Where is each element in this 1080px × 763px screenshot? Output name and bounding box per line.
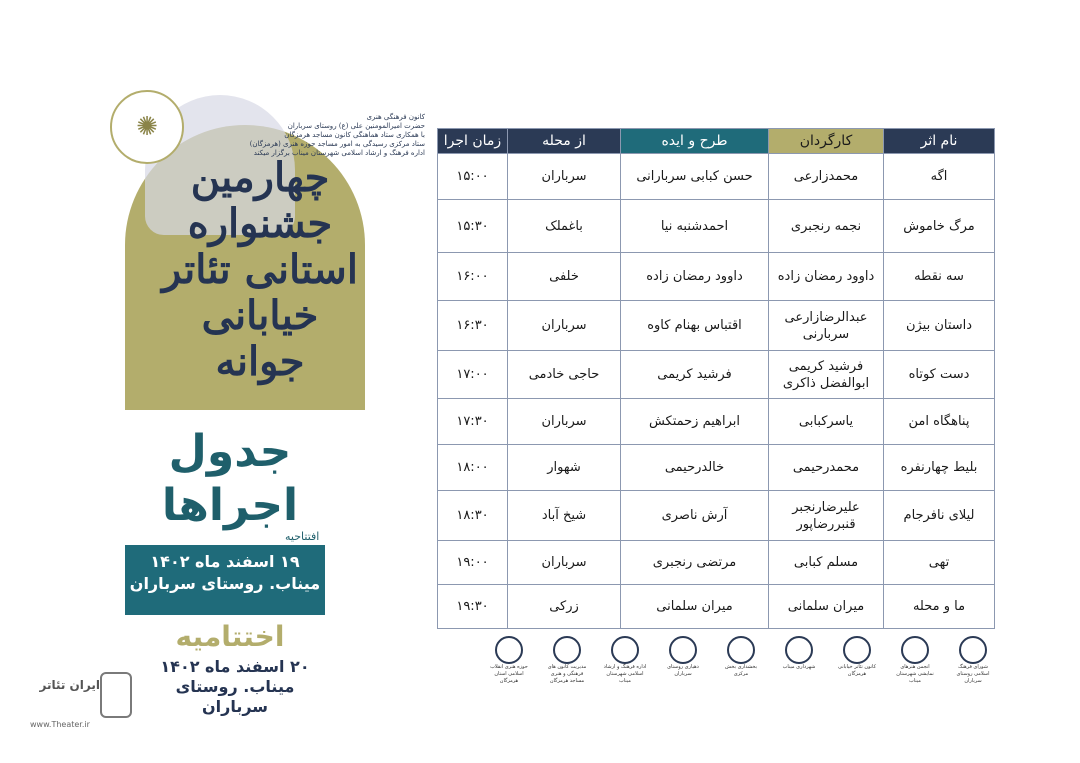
cell-neighborhood: سرباران: [508, 301, 621, 351]
sponsor-emblem-icon: [495, 636, 523, 664]
cell-time: ۱۷:۰۰: [438, 351, 508, 399]
table-row: [438, 399, 995, 445]
cell-neighborhood: حاجی خادمی: [508, 351, 621, 399]
sponsor-emblem-icon: [727, 636, 755, 664]
table-row: [438, 541, 995, 585]
festival-title-line: خیابانی: [201, 292, 319, 339]
sponsor-emblem-icon: [901, 636, 929, 664]
cell-director: فرشید کریمی ابوالفضل ذاکری: [769, 351, 884, 399]
iran-theater-watermark: [30, 668, 140, 738]
sponsor-name: شورای فرهنگ اسلامی روستای سرباران: [956, 664, 990, 684]
table-row: [438, 301, 995, 351]
closing-place: میناب. روستای سرباران: [175, 677, 295, 716]
festival-title-line: جوانه: [215, 338, 305, 385]
cell-time: ۱۵:۳۰: [438, 200, 508, 253]
cell-idea: مرتضی رنجبری: [621, 541, 769, 585]
cell-neighborhood: باغملک: [508, 200, 621, 253]
cell-title: لیلای نافرجام: [884, 491, 995, 541]
sponsor-logo: [487, 636, 531, 686]
sponsor-logos: [485, 636, 995, 686]
header-idea: طرح و ایده: [621, 129, 769, 154]
header-neighborhood: از محله: [508, 129, 621, 154]
intro-line: ستاد مرکزی رسیدگی به امور مساجد حوزه هنری (هرمزگان): [249, 140, 425, 148]
sponsor-name: حوزه هنری انقلاب اسلامی استان هرمزگان: [490, 664, 528, 684]
opening-label: افتتاحیه: [285, 530, 320, 543]
cell-neighborhood: زرکی: [508, 585, 621, 629]
festival-title-line: چهارمین: [190, 154, 330, 201]
cell-title: دست کوتاه: [884, 351, 995, 399]
sponsor-name: دهیاری روستای سرباران: [667, 664, 699, 677]
cell-time: ۱۶:۳۰: [438, 301, 508, 351]
sponsor-logo: [661, 636, 705, 686]
cell-idea: آرش ناصری: [621, 491, 769, 541]
cell-title: بلیط چهارنفره: [884, 445, 995, 491]
cell-director: مسلم کبابی: [769, 541, 884, 585]
cell-neighborhood: سرباران: [508, 154, 621, 200]
schedule-title-line: اجراها: [161, 480, 299, 531]
sponsor-logo: [777, 636, 821, 686]
cell-idea: حسن کبابی سربارانی: [621, 154, 769, 200]
sponsor-logo: [603, 636, 647, 686]
watermark-url: www.Theater.ir: [30, 720, 90, 729]
sponsor-logo: [893, 636, 937, 686]
table-row: [438, 200, 995, 253]
cell-title: مرگ خاموش: [884, 200, 995, 253]
cell-idea: فرشید کریمی: [621, 351, 769, 399]
sponsor-emblem-icon: [553, 636, 581, 664]
sponsor-emblem-icon: [669, 636, 697, 664]
cell-neighborhood: خلفی: [508, 253, 621, 301]
cell-director: میران سلمانی: [769, 585, 884, 629]
sponsor-emblem-icon: [843, 636, 871, 664]
cell-title: تهی: [884, 541, 995, 585]
cell-idea: ابراهیم زحمتکش: [621, 399, 769, 445]
festival-poster: [100, 85, 430, 716]
cell-time: ۱۷:۳۰: [438, 399, 508, 445]
opening-date: ۱۹ اسفند ماه ۱۴۰۲: [150, 552, 300, 571]
table-row: [438, 351, 995, 399]
sponsor-name: کانون تئاتر خیابانی هرمزگان: [838, 664, 876, 677]
festival-title-line: استانی تئاتر: [162, 246, 358, 293]
cell-idea: اقتباس بهنام کاوه: [621, 301, 769, 351]
header-time: زمان اجرا: [438, 129, 508, 154]
sponsor-name: انجمن هنرهای نمایشی شهرستان میناب: [896, 664, 934, 684]
cell-neighborhood: شیخ آباد: [508, 491, 621, 541]
table-row: [438, 154, 995, 200]
opening-box: [125, 545, 325, 615]
table-row: [438, 491, 995, 541]
sponsor-name: شهرداری میناب: [782, 664, 816, 670]
sponsor-emblem-icon: [785, 636, 813, 664]
poster-intro: [200, 113, 425, 158]
sponsor-emblem-icon: [959, 636, 987, 664]
cell-title: سه نقطه: [884, 253, 995, 301]
sponsor-name: اداره فرهنگ و ارشاد اسلامی شهرستان میناب: [603, 664, 647, 684]
header-director: کارگردان: [769, 129, 884, 154]
cell-title: داستان بیژن: [884, 301, 995, 351]
table-row: [438, 445, 995, 491]
sponsor-logo: [951, 636, 995, 686]
schedule-table: [437, 128, 995, 629]
intro-line: کانون فرهنگی هنری: [366, 113, 425, 121]
intro-line: اداره فرهنگ و ارشاد اسلامی شهرستان میناب برگزار میکند: [253, 149, 425, 157]
closing-label: اختتامیه: [175, 620, 285, 653]
cell-director: محمدزارعی: [769, 154, 884, 200]
cell-idea: خالدرحیمی: [621, 445, 769, 491]
cell-idea: احمدشنبه نیا: [621, 200, 769, 253]
cell-director: علیرضارنجبر قنبررضاپور: [769, 491, 884, 541]
sponsor-logo: [545, 636, 589, 686]
cell-director: داوود رمضان زاده: [769, 253, 884, 301]
cell-director: محمدرحیمی: [769, 445, 884, 491]
cell-director: نجمه رنجبری: [769, 200, 884, 253]
intro-line: با همکاری ستاد هماهنگی کانون مساجد هرمزگان: [284, 131, 425, 139]
sponsor-logo: [719, 636, 763, 686]
iran-theater-logo-icon: [100, 672, 132, 718]
opening-place: میناب. روستای سرباران: [129, 574, 321, 593]
cell-time: ۱۹:۰۰: [438, 541, 508, 585]
table-row: [438, 253, 995, 301]
cell-time: ۱۸:۰۰: [438, 445, 508, 491]
cell-time: ۱۶:۰۰: [438, 253, 508, 301]
festival-title: [110, 155, 410, 385]
cell-director: عبدالرضازارعی سربارنی: [769, 301, 884, 351]
cell-neighborhood: شهوار: [508, 445, 621, 491]
cell-neighborhood: سرباران: [508, 541, 621, 585]
sponsor-name: بخشداری بخش مرکزی: [724, 664, 757, 677]
cell-title: اگه: [884, 154, 995, 200]
schedule-title-line: جدول: [168, 426, 292, 477]
table-header-row: [438, 129, 995, 154]
cell-time: ۱۹:۳۰: [438, 585, 508, 629]
watermark-name: ایران تئاتر: [39, 678, 100, 692]
sponsor-logo: [835, 636, 879, 686]
schedule-table-wrapper: [437, 128, 994, 629]
sponsor-emblem-icon: [611, 636, 639, 664]
festival-title-line: جشنواره: [187, 200, 333, 247]
cell-neighborhood: سرباران: [508, 399, 621, 445]
cell-title: ما و محله: [884, 585, 995, 629]
cell-time: ۱۸:۳۰: [438, 491, 508, 541]
festival-logo-icon: ✺: [110, 90, 184, 164]
cell-time: ۱۵:۰۰: [438, 154, 508, 200]
cell-idea: داوود رمضان زاده: [621, 253, 769, 301]
table-row: [438, 585, 995, 629]
header-title: نام اثر: [884, 129, 995, 154]
intro-line: حضرت امیرالمومنین علی (ع) روستای سرباران: [287, 122, 425, 130]
schedule-title: [140, 425, 320, 533]
cell-director: یاسرکبابی: [769, 399, 884, 445]
closing-info: [140, 657, 330, 717]
cell-title: پناهگاه امن: [884, 399, 995, 445]
cell-idea: میران سلمانی: [621, 585, 769, 629]
sponsor-name: مدیریت کانون های فرهنگی و هنری مساجد هرمزگان: [547, 664, 587, 684]
closing-date: ۲۰ اسفند ماه ۱۴۰۲: [160, 657, 310, 676]
